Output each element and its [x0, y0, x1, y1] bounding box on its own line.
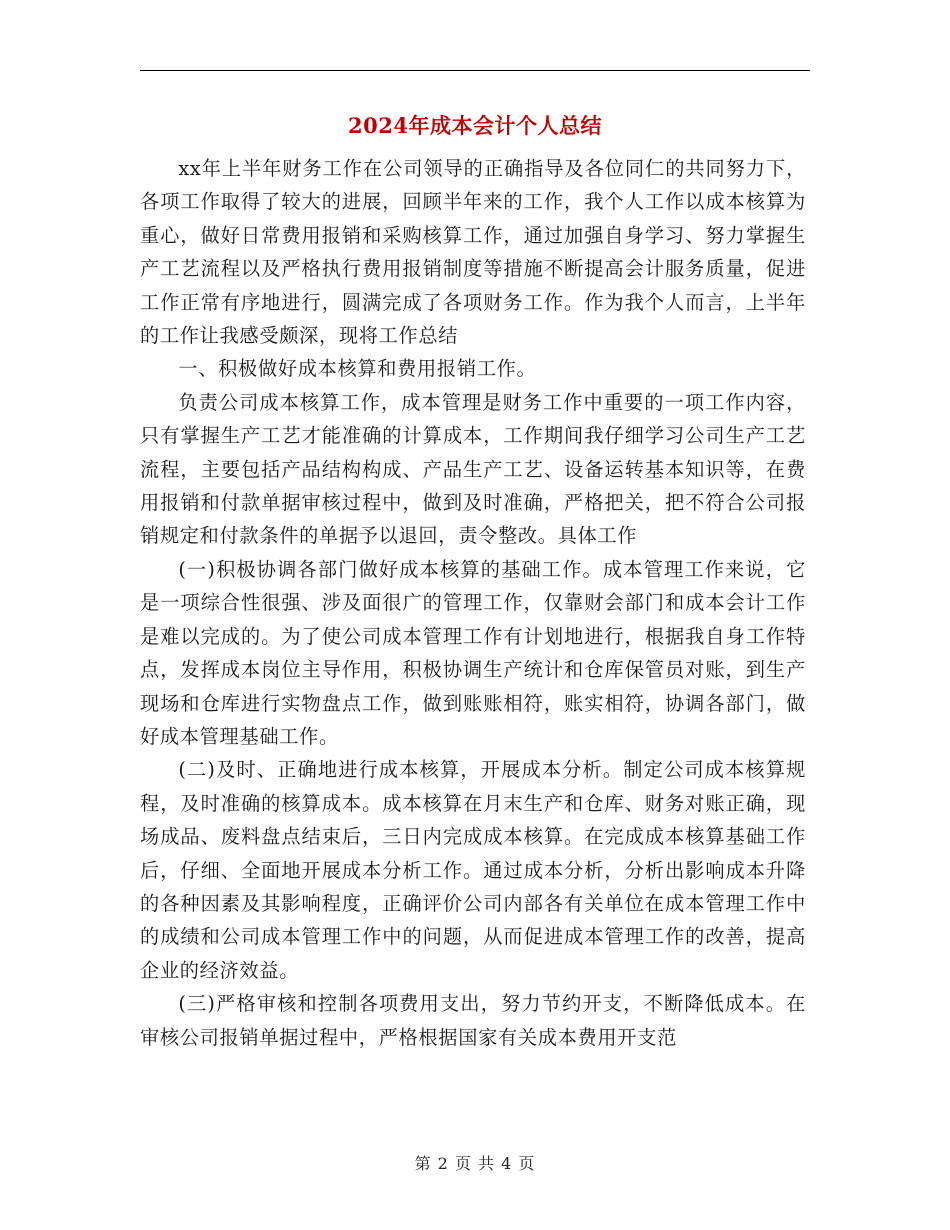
document-title: 2024年成本会计个人总结	[348, 113, 602, 138]
page-number-footer: 第 2 页 共 4 页	[414, 1154, 536, 1173]
paragraph-cost-accounting: 负责公司成本核算工作，成本管理是财务工作中重要的一项工作内容，只有掌握生产工艺才能准确的计算成本，工作期间我仔细学习公司生产工艺流程，主要包括产品结构构成、产品生产工艺、设备运转基本知识等，在费用报销和付款单据审核过程中，做到及时准确，严格把关，把不符合公司报销规定和付款条件的单据予以退回，责令整改。具体工作	[140, 390, 806, 548]
paragraph-item-1: (一)积极协调各部门做好成本核算的基础工作。成本管理工作来说，它是一项综合性很强、涉及面很广的管理工作，仅靠财会部门和成本会计工作是难以完成的。为了使公司成本管理工作有计划地进行，根据我自身工作特点，发挥成本岗位主导作用，积极协调生产统计和仓库保管员对账，到生产现场和仓库进行实物盘点工作，做到账账相符，账实相符，协调各部门，做好成本管理基础工作。	[140, 557, 806, 748]
document-body	[140, 152, 806, 1054]
section-heading-1: 一、积极做好成本核算和费用报销工作。	[178, 357, 537, 381]
header-rule	[140, 70, 810, 71]
paragraph-item-3: (三)严格审核和控制各项费用支出，努力节约开支，不断降低成本。在审核公司报销单据过程中，严格根据国家有关成本费用开支范	[140, 992, 806, 1049]
paragraph-intro: xx年上半年财务工作在公司领导的正确指导及各位同仁的共同努力下，各项工作取得了较大的进展，回顾半年来的工作，我个人工作以成本核算为重心，做好日常费用报销和采购核算工作，通过加强自身学习、努力掌握生产工艺流程以及严格执行费用报销制度等措施不断提高会计服务质量，促进工作正常有序地进行，圆满完成了各项财务工作。作为我个人而言，上半年的工作让我感受颇深，现将工作总结	[140, 157, 806, 348]
paragraph-item-2: (二)及时、正确地进行成本核算，开展成本分析。制定公司成本核算规程，及时准确的核算成本。成本核算在月末生产和仓库、财务对账正确，现场成品、废料盘点结束后，三日内完成成本核算。在完成成本核算基础工作后，仔细、全面地开展成本分析工作。通过成本分析，分析出影响成本升降的各种因素及其影响程度，正确评价公司内部各有关单位在成本管理工作中的成绩和公司成本管理工作中的问题，从而促进成本管理工作的改善，提高企业的经济效益。	[140, 758, 806, 982]
